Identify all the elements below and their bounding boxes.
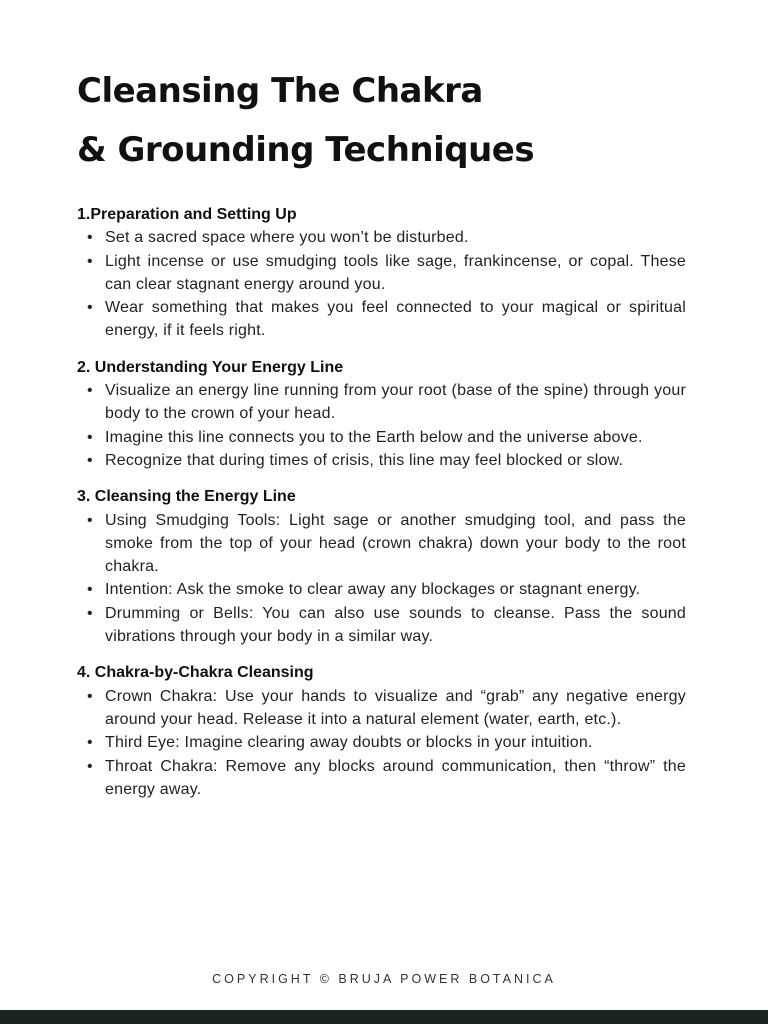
list-item: • Visualize an energy line running from your root (base of the spine) through your body to the crown of your head. (77, 379, 686, 426)
section-heading: 4. Chakra-by-Chakra Cleansing (77, 664, 314, 682)
list-item: • Third Eye: Imagine clearing away doubts or blocks in your intuition. (77, 731, 686, 754)
section-heading: 1.Preparation and Setting Up (77, 206, 297, 223)
section-preparation (77, 203, 686, 343)
section-heading: 3. Cleansing the Energy Line (77, 488, 296, 506)
section-energy-line (77, 356, 686, 472)
sections-container (77, 203, 686, 814)
section-heading: 2. Understanding Your Energy Line (77, 358, 344, 376)
title-line-2: & Grounding Techniques (77, 130, 535, 170)
list-item: • Throat Chakra: Remove any blocks around communication, then “throw” the energy away. (77, 755, 686, 802)
list-item: • Set a sacred space where you won’t be disturbed. (77, 226, 686, 249)
list-item: • Drumming or Bells: You can also use sounds to cleanse. Pass the sound vibrations through your body in a similar way. (77, 602, 686, 649)
page-title (77, 62, 697, 180)
section-cleansing (77, 485, 686, 648)
section-chakra-by-chakra (77, 661, 686, 801)
list-item: • Imagine this line connects you to the Earth below and the universe above. (77, 426, 686, 449)
list-item: • Intention: Ask the smoke to clear away any blockages or stagnant energy. (77, 578, 686, 601)
copyright-footer: COPYRIGHT © BRUJA POWER BOTANICA (212, 972, 556, 986)
bottom-bar (0, 1010, 768, 1024)
bullet-list (77, 379, 686, 472)
list-item: • Recognize that during times of crisis, this line may feel blocked or slow. (77, 449, 686, 472)
bullet-list (77, 685, 686, 801)
list-item: • Crown Chakra: Use your hands to visualize and “grab” any negative energy around your head. Release it into a natural element (water, earth, etc.). (77, 685, 686, 732)
list-item: • Light incense or use smudging tools like sage, frankincense, or copal. These can clear stagnant energy around you. (77, 250, 686, 297)
bullet-list (77, 509, 686, 649)
bullet-list (77, 226, 686, 342)
title-line-1: Cleansing The Chakra (77, 71, 483, 111)
list-item: • Using Smudging Tools: Light sage or another smudging tool, and pass the smoke from the top of your head (crown chakra) down your body to the root chakra. (77, 509, 686, 579)
list-item: • Wear something that makes you feel connected to your magical or spiritual energy, if it feels right. (77, 296, 686, 343)
